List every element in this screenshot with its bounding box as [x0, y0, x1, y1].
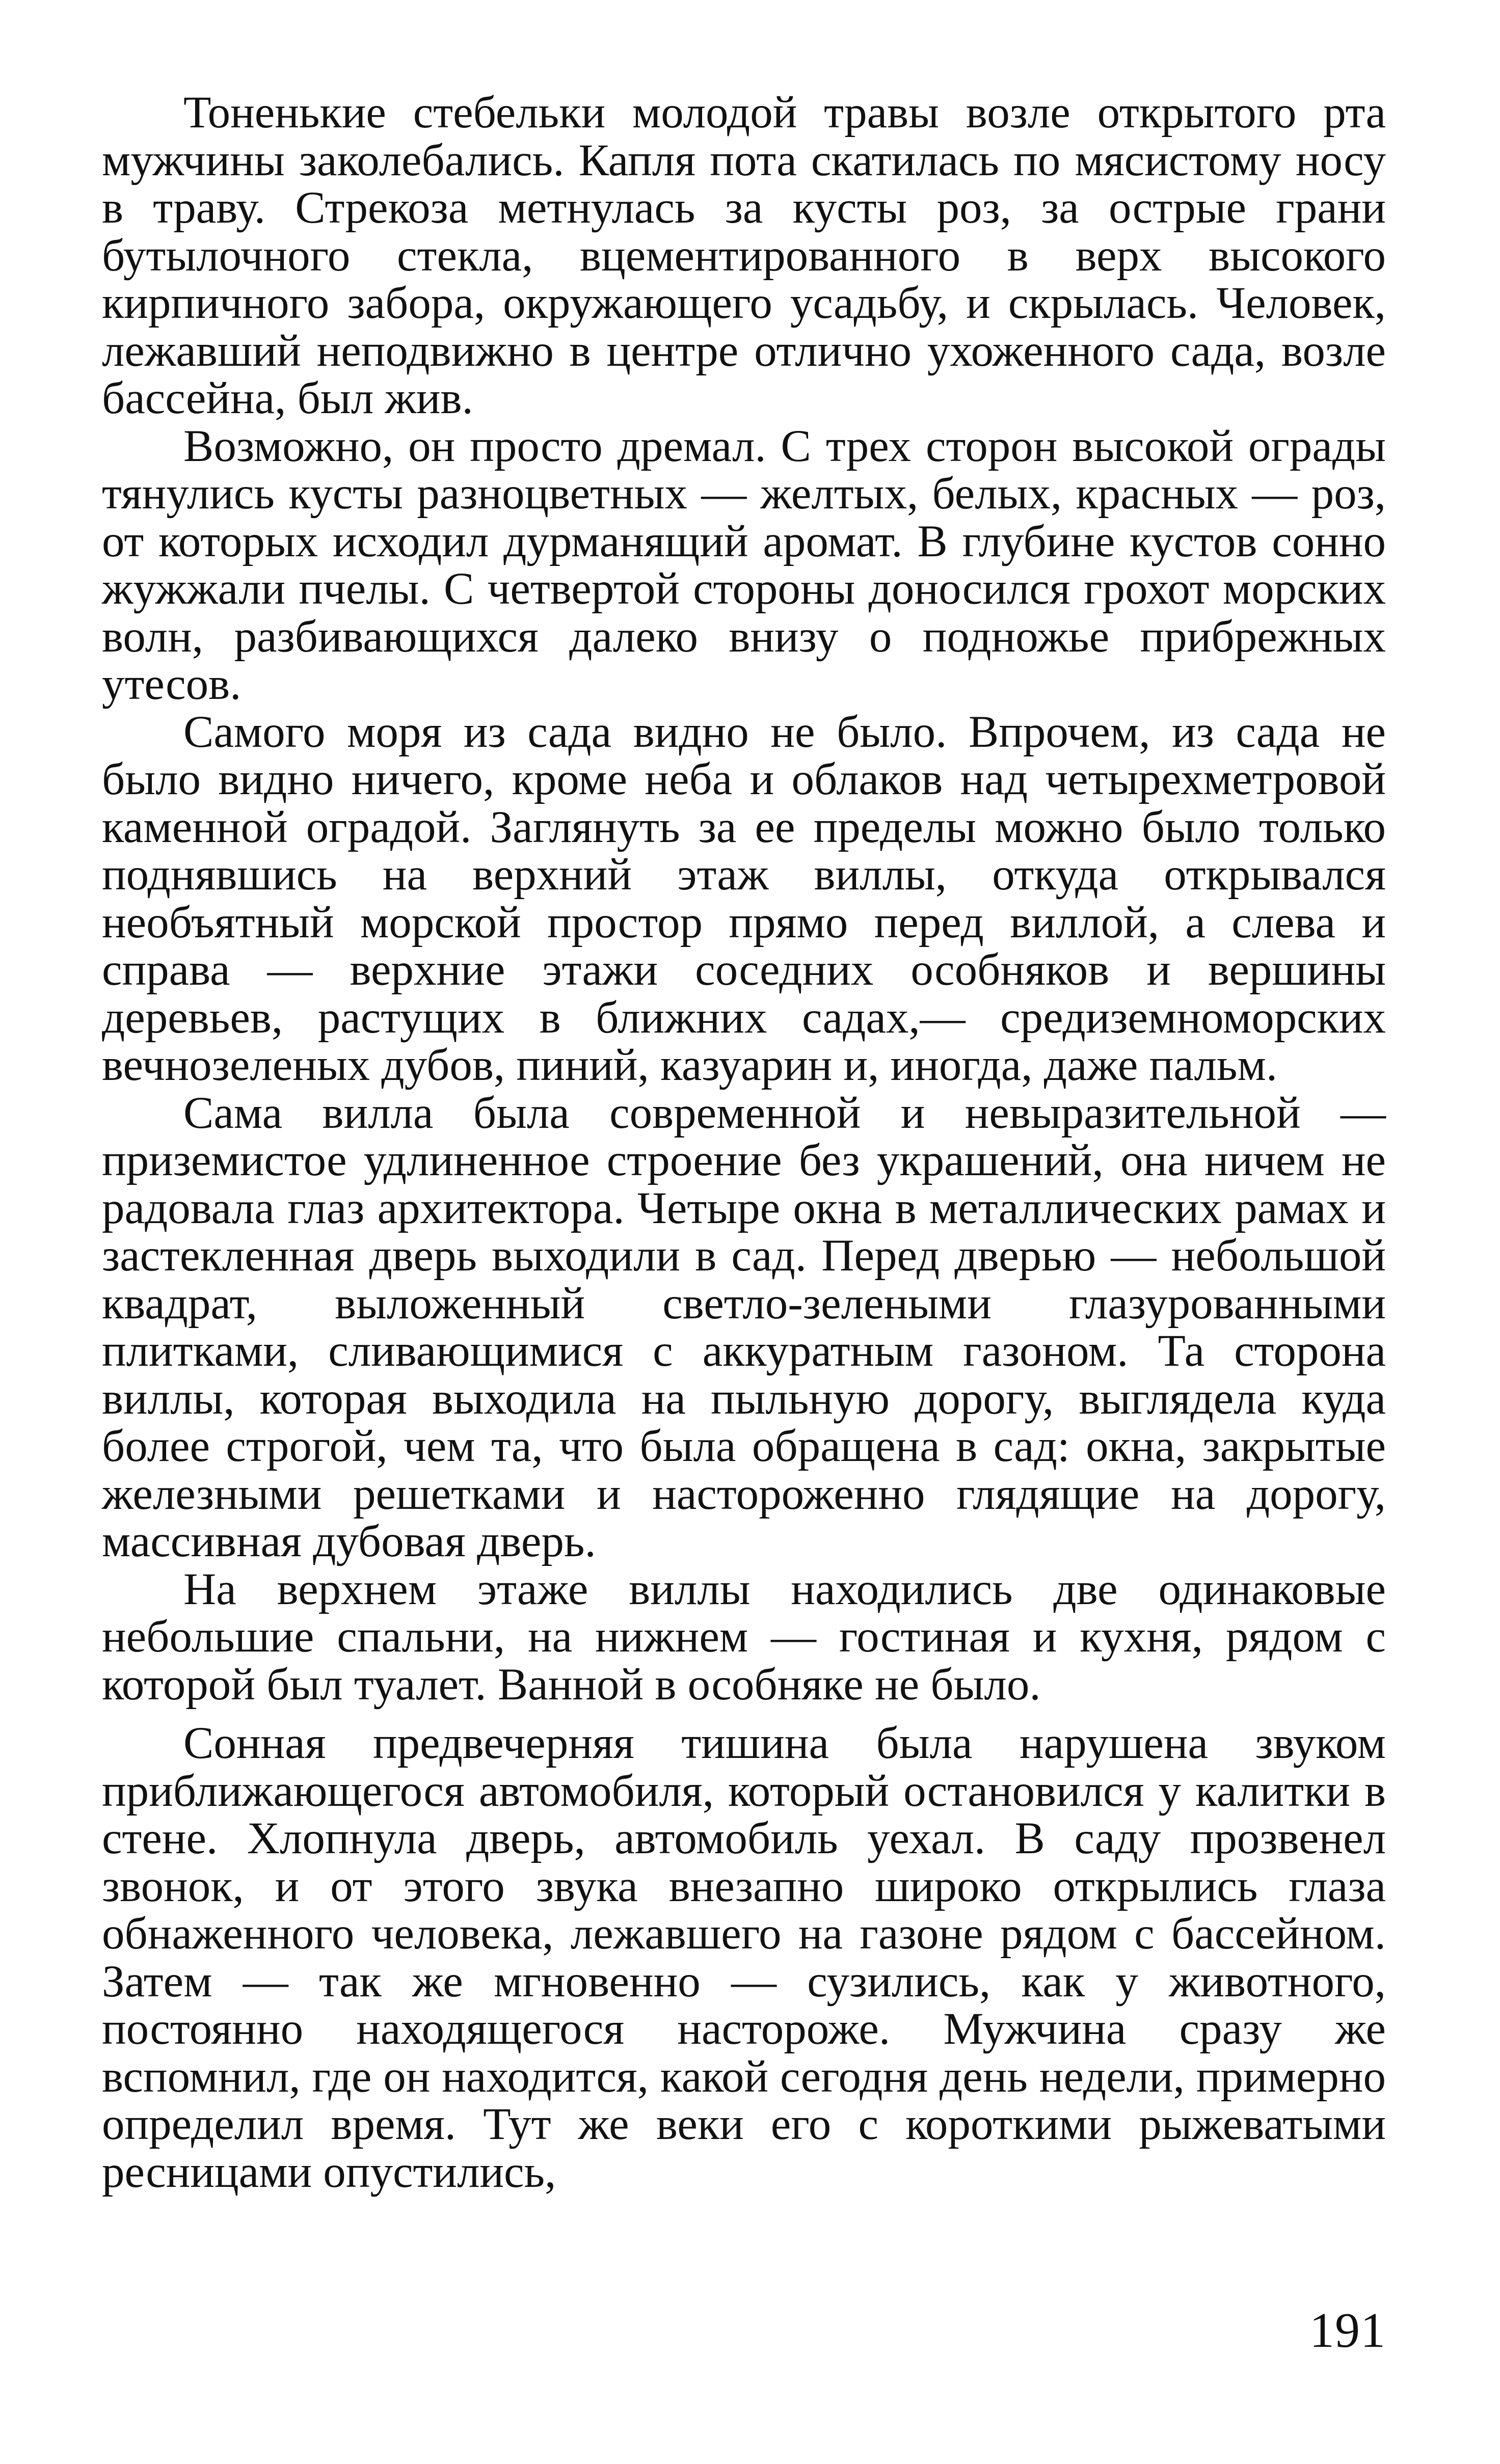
paragraph: Тоненькие стебельки молодой травы возле открытого рта мужчины заколебались. Капля пота скатилась по мясистому носу в траву. Стрекоза метнулась за кусты роз, за острые грани бутылочного стекла, вцементированного в верх высокого кирпичного забора, окружающего усадьбу, и скрылась. Человек, лежавший неподвижно в центре отлично ухоженного сада, возле бассейна, был жив. [102, 88, 1386, 423]
body-text [102, 89, 1386, 2196]
paragraph: Самого моря из сада видно не было. Впрочем, из сада не было видно ничего, кроме неба и облаков над четырехметровой каменной оградой. Заглянуть за ее пределы можно было только поднявшись на верхний этаж виллы, откуда открывался необъятный морской простор прямо перед виллой, а слева и справа — верхние этажи соседних особняков и вершины деревьев, растущих в ближних садах,— средиземноморских вечнозеленых дубов, пиний, казуарин и, иногда, даже пальм. [102, 707, 1386, 1090]
page-number: 191 [1309, 2303, 1386, 2358]
paragraph: Сонная предвечерняя тишина была нарушена звуком приближающегося автомобиля, который остановился у калитки в стене. Хлопнула дверь, автомобиль уехал. В саду прозвенел звонок, и от этого звука внезапно широко открылись глаза обнаженного человека, лежавшего на газоне рядом с бассейном. Затем — так же мгновенно — сузились, как у животного, постоянно находящегося настороже. Мужчина сразу же вспомнил, где он находится, какой сегодня день недели, примерно определил время. Тут же веки его с короткими рыжеватыми ресницами опустились, [102, 1718, 1386, 2197]
paragraph: Возможно, он просто дремал. С трех сторон высокой ограды тянулись кусты разноцветных — желтых, белых, красных — роз, от которых исходил дурманящий аромат. В глубине кустов сонно жужжали пчелы. С четвертой стороны доносился грохот морских волн, разбивающихся далеко внизу о подножье прибрежных утесов. [102, 421, 1386, 709]
paragraph: На верхнем этаже виллы находились две одинаковые небольшие спальни, на нижнем — гостиная и кухня, рядом с которой был туалет. Ванной в особняке не было. [102, 1564, 1386, 1710]
paragraph: Сама вилла была современной и невыразительной — приземистое удлиненное строение без украшений, она ничем не радовала глаз архитектора. Четыре окна в металлических рамах и застекленная дверь выходили в сад. Перед дверью — небольшой квадрат, выложенный светло-зелеными глазурованными плитками, сливающимися с аккуратным газоном. Та сторона виллы, которая выходила на пыльную дорогу, выглядела куда более строгой, чем та, что была обращена в сад: окна, закрытые железными решетками и настороженно глядящие на дорогу, массивная дубовая дверь. [102, 1088, 1386, 1566]
